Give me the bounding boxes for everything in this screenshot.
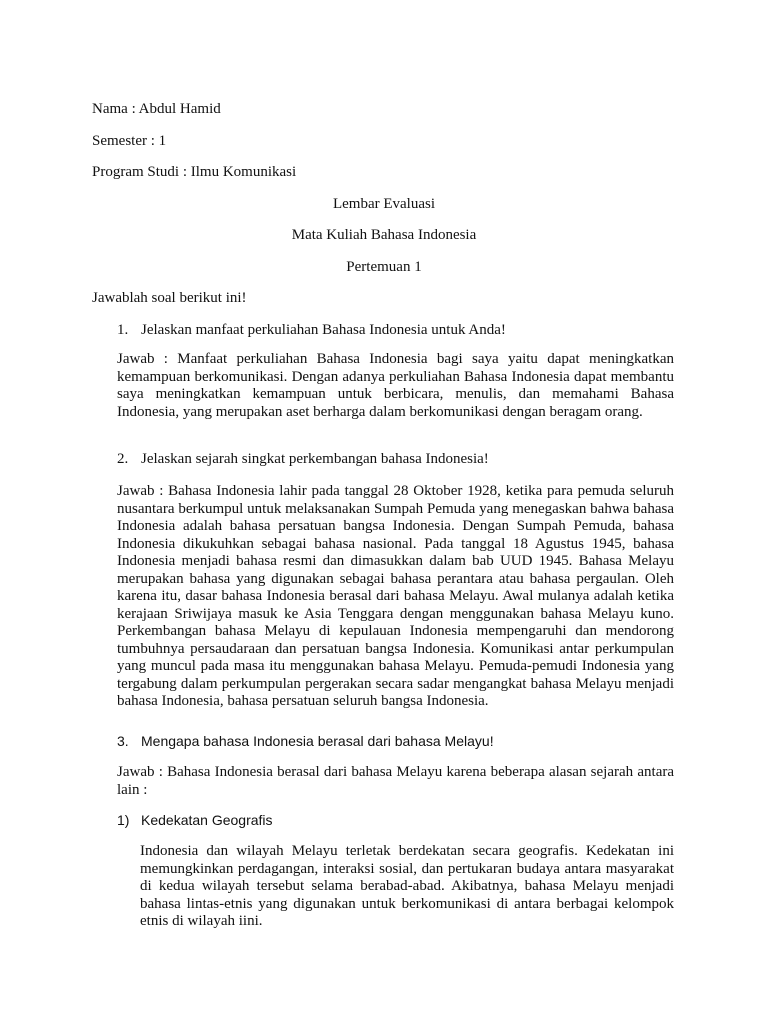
answer-2: Jawab : Bahasa Indonesia lahir pada tanggal 28 Oktober 1928, ketika para pemuda seluruh nusantara berkumpul untuk melaksanakan Sumpah Pemuda yang menegaskan bahwa bahasa Indonesia adalah bahasa persatuan bangsa Indonesia. Dengan Sumpah Pemuda, bahasa Indonesia dikukuhkan sebagai bahasa nasional. Pada tanggal 18 Agustus 1945, bahasa Indonesia menjadi bahasa resmi dan dimasukkan dalam bab UUD 1945. Bahasa Melayu merupakan bahasa yang digunakan sebagai bahasa perantara atau bahasa pergaulan. Oleh karena itu, dasar bahasa Indonesia berasal dari bahasa Melayu. Awal mulanya adalah ketika kerajaan Sriwijaya masuk ke Asia Tenggara dengan menggunakan bahasa Melayu kuno. Perkembangan bahasa Melayu di kepulauan Indonesia mempengaruhi dan mendorong tumbuhnya persaudaraan dan persatuan bangsa Indonesia. Komunikasi antar perkumpulan yang muncul pada masa itu menggunakan bahasa Melayu. Pemuda-pemudi Indonesia yang tergabung dalam perkumpulan pergerakan secara sadar mengangkat bahasa Melayu menjadi bahasa Indonesia, bahasa persatuan seluruh bangsa Indonesia. (117, 483, 674, 709)
question-3 (117, 733, 494, 751)
student-name: Nama : Abdul Hamid (92, 101, 221, 117)
question-text: Jelaskan manfaat perkuliahan Bahasa Indonesia untuk Anda! (141, 322, 506, 338)
question-text: Jelaskan sejarah singkat perkembangan bahasa Indonesia! (141, 451, 489, 467)
semester: Semester : 1 (92, 133, 167, 149)
study-program: Program Studi : Ilmu Komunikasi (92, 164, 297, 180)
reason-title: Kedekatan Geografis (141, 812, 273, 828)
answer-1: Jawab : Manfaat perkuliahan Bahasa Indonesia bagi saya yaitu dapat meningkatkan kemampuan berkomunikasi. Dengan adanya perkuliahan Bahasa Indonesia dapat membantu saya meningkatkan kemampuan untuk berbicara, menulis, dan memahami Bahasa Indonesia, yang merupakan aset berharga dalam berkomunikasi dengan beragam orang. (117, 351, 674, 420)
meeting-title: Pertemuan 1 (346, 259, 422, 275)
question-1 (117, 322, 506, 340)
document-title: Lembar Evaluasi (332, 196, 436, 212)
reason-number: 1) (117, 812, 130, 828)
instruction: Jawablah soal berikut ini! (92, 290, 247, 306)
question-number: 2. (117, 451, 129, 467)
question-number: 3. (117, 733, 129, 749)
question-2 (117, 451, 489, 469)
course-title: Mata Kuliah Bahasa Indonesia (291, 227, 477, 243)
question-text: Mengapa bahasa Indonesia berasal dari bahasa Melayu! (141, 733, 494, 749)
question-number: 1. (117, 322, 129, 338)
answer-3: Jawab : Bahasa Indonesia berasal dari bahasa Melayu karena beberapa alasan sejarah antara lain : (117, 764, 674, 798)
reason-1-heading (117, 812, 273, 830)
reason-1-text: Indonesia dan wilayah Melayu terletak berdekatan secara geografis. Kedekatan ini memungkinkan perdagangan, interaksi sosial, dan pertukaran budaya antara masyarakat di kedua wilayah tersebut selama berabad-abad. Akibatnya, bahasa Melayu menjadi bahasa lintas-etnis yang digunakan untuk berkomunikasi di antara berbagai kelompok etnis di wilayah iini. (140, 843, 674, 929)
